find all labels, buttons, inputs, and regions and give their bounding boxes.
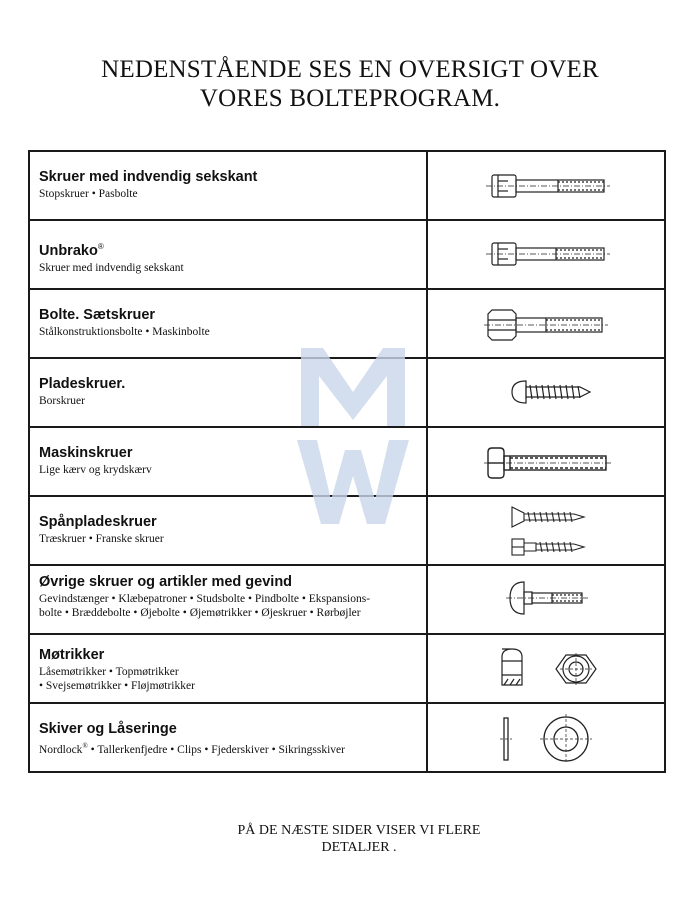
row-subtitle: Træskruer • Franske skruer: [39, 533, 164, 545]
carriage-bolt-icon: [428, 566, 664, 635]
row-subtitle: Skruer med indvendig sekskant: [39, 261, 184, 274]
footer-line-2: DETALJER .: [321, 840, 397, 855]
row-text-cell: [30, 152, 428, 219]
row-image-cell: [428, 497, 664, 564]
hex-bolt-icon: [428, 290, 664, 359]
socket-head-screw-icon: [428, 152, 664, 221]
row-image-cell: [428, 428, 664, 495]
catalog-row-socket-head-screws: [30, 152, 664, 221]
machine-screw-icon: [428, 428, 664, 497]
catalog-row-machine-screws: [30, 428, 664, 497]
row-subtitle: Lige kærv og krydskærv: [39, 464, 152, 476]
row-image-cell: [428, 635, 664, 702]
row-image-cell: [428, 221, 664, 288]
row-subtitle-continued: bolte • Bræddebolte • Øjebolte • Øjemøtrikker • Øjeskruer • Rørbøjler: [39, 607, 361, 619]
page-heading: [0, 55, 700, 113]
row-title: Spånpladeskruer: [39, 514, 157, 530]
row-subtitle: Gevindstænger • Klæbepatroner • Studsbolte • Pindbolte • Ekspansions-: [39, 593, 371, 605]
row-title: Møtrikker: [39, 647, 105, 663]
chipboard-screw-icon: [428, 497, 664, 566]
footer-line-1: PÅ DE NÆSTE SIDER VISER VI FLERE: [237, 823, 481, 838]
row-image-cell: [428, 290, 664, 357]
row-image-cell: [428, 152, 664, 219]
row-title: Skruer med indvendig sekskant: [39, 169, 258, 185]
row-subtitle: Stålkonstruktionsbolte • Maskinbolte: [39, 326, 210, 338]
row-image-cell: [428, 359, 664, 426]
washer-icon: [428, 704, 664, 773]
registered-mark: ®: [82, 742, 88, 750]
catalog-row-sheet-metal-screws: [30, 359, 664, 428]
row-title: Pladeskruer.: [39, 376, 126, 392]
catalog-row-nuts: [30, 635, 664, 704]
row-text-cell: [30, 704, 428, 773]
row-image-cell: [428, 566, 664, 633]
bolt-catalog-table: [28, 150, 666, 773]
row-subtitle: Låsemøtrikker • Topmøtrikker: [39, 666, 179, 678]
unbrako-screw-icon: [428, 221, 664, 290]
row-subtitle: Borskruer: [39, 395, 85, 407]
catalog-row-bolts: [30, 290, 664, 359]
catalog-row-unbrako: [30, 221, 664, 290]
row-text-cell: [30, 635, 428, 702]
row-title: Maskinskruer: [39, 445, 133, 461]
heading-line-2: VORES BOLTEPROGRAM.: [199, 85, 501, 112]
catalog-row-chipboard-screws: [30, 497, 664, 566]
row-text-cell: [30, 428, 428, 495]
row-title: Bolte. Sætskruer: [39, 307, 156, 323]
row-title: Øvrige skruer og artikler med gevind: [39, 574, 293, 590]
row-image-cell: [428, 704, 664, 773]
sheet-metal-screw-icon: [428, 359, 664, 428]
page-footer: [0, 822, 700, 856]
row-title: Skiver og Låseringe: [39, 721, 177, 737]
nut-icon: [428, 635, 664, 704]
row-subtitle: Nordlock® • Tallerkenfjedre • Clips • Fjederskiver • Sikringsskiver: [39, 742, 345, 756]
row-text-cell: [30, 497, 428, 564]
row-text-cell: [30, 290, 428, 357]
row-text-cell: [30, 359, 428, 426]
row-subtitle: Stopskruer • Pasbolte: [39, 188, 138, 200]
catalog-row-other-threaded: [30, 566, 664, 635]
row-text-cell: [30, 221, 428, 288]
row-text-cell: [30, 566, 428, 633]
row-title: Unbrako®: [39, 242, 104, 259]
row-subtitle-continued: • Svejsemøtrikker • Fløjmøtrikker: [39, 680, 195, 692]
catalog-row-washers: [30, 704, 664, 773]
heading-line-1: NEDENSTÅENDE SES EN OVERSIGT OVER: [101, 56, 599, 83]
registered-mark: ®: [97, 242, 104, 251]
